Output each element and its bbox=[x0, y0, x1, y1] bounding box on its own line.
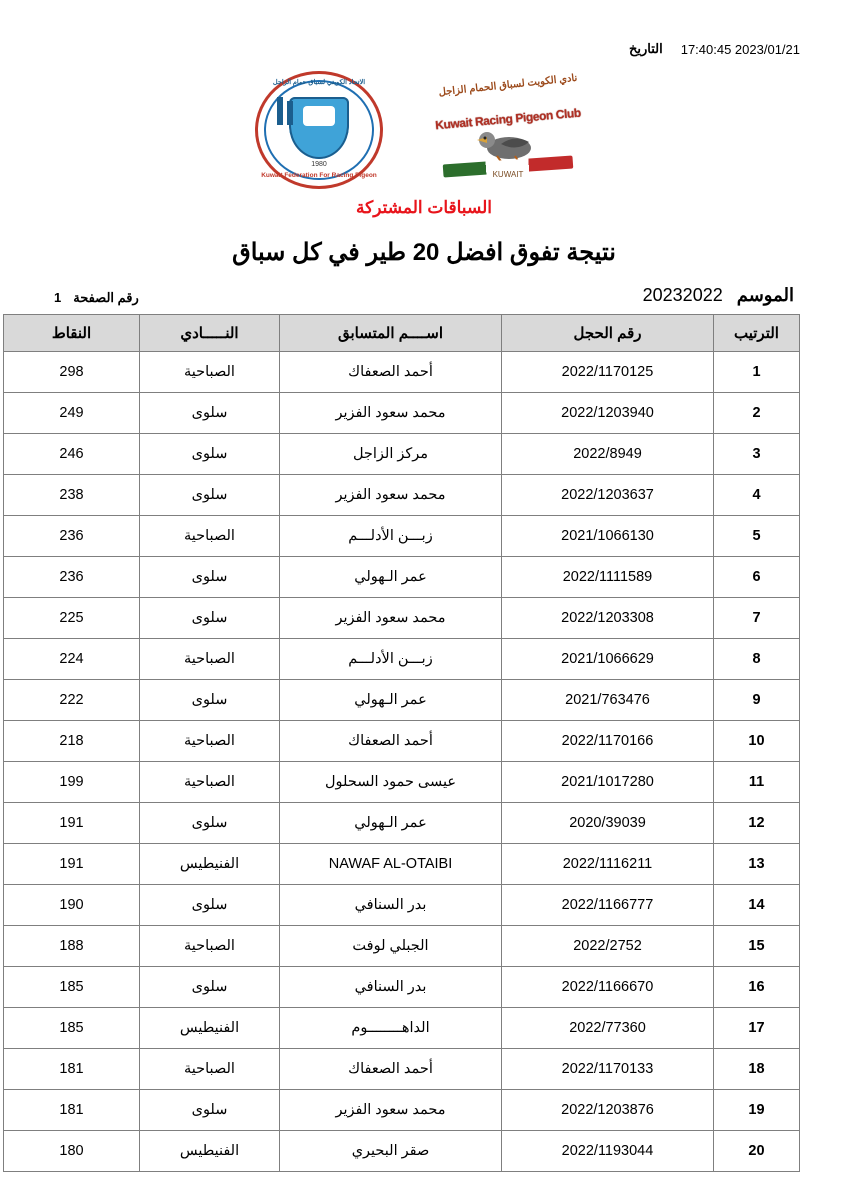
table-row bbox=[4, 1090, 800, 1131]
cell-name: عمر الـهولي bbox=[280, 680, 502, 721]
cell-ring: 2022/1203637 bbox=[502, 475, 714, 516]
cell-rank: 19 bbox=[714, 1090, 800, 1131]
table-row bbox=[4, 598, 800, 639]
cell-rank: 7 bbox=[714, 598, 800, 639]
cell-club: الفنيطيس bbox=[140, 844, 280, 885]
cell-name: محمد سعود الفزير bbox=[280, 475, 502, 516]
cell-points: 249 bbox=[4, 393, 140, 434]
table-row bbox=[4, 393, 800, 434]
column-header-ring: رقم الحجل bbox=[502, 315, 714, 352]
cell-points: 180 bbox=[4, 1131, 140, 1172]
table-body bbox=[4, 352, 800, 1172]
cell-ring: 2022/77360 bbox=[502, 1008, 714, 1049]
cell-points: 222 bbox=[4, 680, 140, 721]
cell-ring: 2022/2752 bbox=[502, 926, 714, 967]
table-row bbox=[4, 1131, 800, 1172]
cell-rank: 13 bbox=[714, 844, 800, 885]
date-row bbox=[48, 0, 800, 60]
cell-rank: 8 bbox=[714, 639, 800, 680]
cell-club: الفنيطيس bbox=[140, 1131, 280, 1172]
date-value: 17:40:45 2023/01/21 bbox=[680, 41, 800, 57]
federation-logo-arabic-text: الاتحاد الكويتي لسباق حمام الزاجل bbox=[272, 79, 366, 86]
cell-points: 225 bbox=[4, 598, 140, 639]
table-row bbox=[4, 516, 800, 557]
table-row bbox=[4, 1008, 800, 1049]
cell-rank: 5 bbox=[714, 516, 800, 557]
cell-ring: 2022/1170166 bbox=[502, 721, 714, 762]
page-number-block bbox=[54, 290, 139, 306]
cell-ring: 2022/1116211 bbox=[502, 844, 714, 885]
federation-year: 1980 bbox=[311, 161, 327, 168]
cell-rank: 18 bbox=[714, 1049, 800, 1090]
subtitle: السباقات المشتركة bbox=[355, 198, 493, 217]
cell-name: أحمد الصعفاك bbox=[280, 721, 502, 762]
cell-rank: 11 bbox=[714, 762, 800, 803]
cell-points: 246 bbox=[4, 434, 140, 475]
cell-points: 190 bbox=[4, 885, 140, 926]
cell-points: 298 bbox=[4, 352, 140, 393]
cell-rank: 3 bbox=[714, 434, 800, 475]
column-header-rank: الترتيب bbox=[714, 315, 800, 352]
cell-points: 185 bbox=[4, 967, 140, 1008]
table-row bbox=[4, 680, 800, 721]
cell-rank: 15 bbox=[714, 926, 800, 967]
cell-points: 181 bbox=[4, 1049, 140, 1090]
cell-rank: 6 bbox=[714, 557, 800, 598]
cell-name: عمر الـهولي bbox=[280, 557, 502, 598]
cell-club: الصباحية bbox=[140, 926, 280, 967]
cell-ring: 2022/1166777 bbox=[502, 885, 714, 926]
cell-points: 185 bbox=[4, 1008, 140, 1049]
cell-name: زبـــن الأدلـــم bbox=[280, 639, 502, 680]
season-block bbox=[643, 285, 794, 306]
kuwait-tower-icon bbox=[277, 97, 283, 125]
cell-club: سلوى bbox=[140, 598, 280, 639]
column-header-club: النـــــادي bbox=[140, 315, 280, 352]
cell-points: 191 bbox=[4, 803, 140, 844]
page-number-value: 1 bbox=[54, 290, 62, 305]
page-number-label: رقم الصفحة bbox=[73, 290, 139, 305]
cell-name: NAWAF AL-OTAIBI bbox=[280, 844, 502, 885]
cell-ring: 2022/1203940 bbox=[502, 393, 714, 434]
cell-ring: 2021/1017280 bbox=[502, 762, 714, 803]
table-row bbox=[4, 721, 800, 762]
cell-points: 236 bbox=[4, 516, 140, 557]
cell-rank: 4 bbox=[714, 475, 800, 516]
table-header-row bbox=[4, 315, 800, 352]
cell-name: بدر السنافي bbox=[280, 967, 502, 1008]
cell-rank: 9 bbox=[714, 680, 800, 721]
column-header-name: اســــم المتسابق bbox=[280, 315, 502, 352]
kuwait-federation-logo bbox=[255, 71, 383, 189]
table-row bbox=[4, 1049, 800, 1090]
page-title: نتيجة تفوق افضل 20 طير في كل سباق bbox=[232, 239, 616, 266]
cell-ring: 2022/1166670 bbox=[502, 967, 714, 1008]
cell-club: الصباحية bbox=[140, 639, 280, 680]
cell-rank: 17 bbox=[714, 1008, 800, 1049]
cell-points: 218 bbox=[4, 721, 140, 762]
cell-ring: 2022/1111589 bbox=[502, 557, 714, 598]
table-row bbox=[4, 844, 800, 885]
cell-rank: 2 bbox=[714, 393, 800, 434]
cell-club: الصباحية bbox=[140, 721, 280, 762]
date-label: التاريخ bbox=[628, 41, 663, 56]
cell-ring: 2021/1066629 bbox=[502, 639, 714, 680]
cell-points: 199 bbox=[4, 762, 140, 803]
cell-club: سلوى bbox=[140, 393, 280, 434]
meta-row bbox=[48, 285, 800, 306]
cell-club: سلوى bbox=[140, 557, 280, 598]
cell-club: سلوى bbox=[140, 967, 280, 1008]
table-row bbox=[4, 967, 800, 1008]
column-header-points: النقاط bbox=[4, 315, 140, 352]
federation-logo-english-text: Kuwait Federation For Racing Pigeon bbox=[261, 172, 377, 179]
cell-name: زبـــن الأدلـــم bbox=[280, 516, 502, 557]
cell-club: سلوى bbox=[140, 803, 280, 844]
cell-points: 224 bbox=[4, 639, 140, 680]
table-row bbox=[4, 885, 800, 926]
table-row bbox=[4, 352, 800, 393]
cell-rank: 10 bbox=[714, 721, 800, 762]
cell-ring: 2022/1203308 bbox=[502, 598, 714, 639]
cell-rank: 12 bbox=[714, 803, 800, 844]
cell-club: سلوى bbox=[140, 1090, 280, 1131]
cell-name: الجبلي لوفت bbox=[280, 926, 502, 967]
cell-ring: 2022/8949 bbox=[502, 434, 714, 475]
cell-club: الصباحية bbox=[140, 516, 280, 557]
cell-club: الصباحية bbox=[140, 762, 280, 803]
cell-club: سلوى bbox=[140, 680, 280, 721]
cell-name: أحمد الصعفاك bbox=[280, 352, 502, 393]
season-value: 20232022 bbox=[642, 285, 723, 305]
club-logo-arabic-text: نادي الكويت لسباق الحمام الزاجل bbox=[438, 72, 578, 98]
cell-club: سلوى bbox=[140, 885, 280, 926]
cell-club: الصباحية bbox=[140, 1049, 280, 1090]
cell-name: الداهــــــــوم bbox=[280, 1008, 502, 1049]
cell-ring: 2022/1203876 bbox=[502, 1090, 714, 1131]
table-row bbox=[4, 475, 800, 516]
table-row bbox=[4, 803, 800, 844]
cell-rank: 1 bbox=[714, 352, 800, 393]
cell-points: 188 bbox=[4, 926, 140, 967]
cell-name: عيسى حمود السحلول bbox=[280, 762, 502, 803]
cell-club: الفنيطيس bbox=[140, 1008, 280, 1049]
cell-ring: 2020/39039 bbox=[502, 803, 714, 844]
table-row bbox=[4, 926, 800, 967]
cell-name: صقر البحيري bbox=[280, 1131, 502, 1172]
cell-ring: 2022/1170133 bbox=[502, 1049, 714, 1090]
table-row bbox=[4, 434, 800, 475]
cell-name: محمد سعود الفزير bbox=[280, 393, 502, 434]
cell-points: 236 bbox=[4, 557, 140, 598]
cell-name: عمر الـهولي bbox=[280, 803, 502, 844]
cell-ring: 2021/1066130 bbox=[502, 516, 714, 557]
cell-club: سلوى bbox=[140, 475, 280, 516]
cell-name: مركز الزاجل bbox=[280, 434, 502, 475]
cell-ring: 2022/1170125 bbox=[502, 352, 714, 393]
table-row bbox=[4, 557, 800, 598]
cell-name: بدر السنافي bbox=[280, 885, 502, 926]
table-row bbox=[4, 762, 800, 803]
kuwait-tower-small-icon bbox=[287, 101, 293, 125]
table-row bbox=[4, 639, 800, 680]
cell-points: 238 bbox=[4, 475, 140, 516]
club-logo-english-text: Kuwait Racing Pigeon Club bbox=[434, 105, 582, 132]
cell-rank: 16 bbox=[714, 967, 800, 1008]
cell-ring: 2021/763476 bbox=[502, 680, 714, 721]
logos-row bbox=[48, 70, 800, 190]
kuwait-racing-pigeon-club-logo bbox=[423, 72, 593, 183]
cell-name: محمد سعود الفزير bbox=[280, 1090, 502, 1131]
cell-rank: 14 bbox=[714, 885, 800, 926]
cell-club: الصباحية bbox=[140, 352, 280, 393]
results-table bbox=[3, 314, 800, 1172]
cell-name: محمد سعود الفزير bbox=[280, 598, 502, 639]
club-logo-subtext: KUWAIT bbox=[492, 169, 524, 179]
cell-points: 181 bbox=[4, 1090, 140, 1131]
cell-ring: 2022/1193044 bbox=[502, 1131, 714, 1172]
cell-club: سلوى bbox=[140, 434, 280, 475]
cell-rank: 20 bbox=[714, 1131, 800, 1172]
cell-name: أحمد الصعفاك bbox=[280, 1049, 502, 1090]
season-label: الموسم bbox=[736, 285, 794, 305]
cell-points: 191 bbox=[4, 844, 140, 885]
